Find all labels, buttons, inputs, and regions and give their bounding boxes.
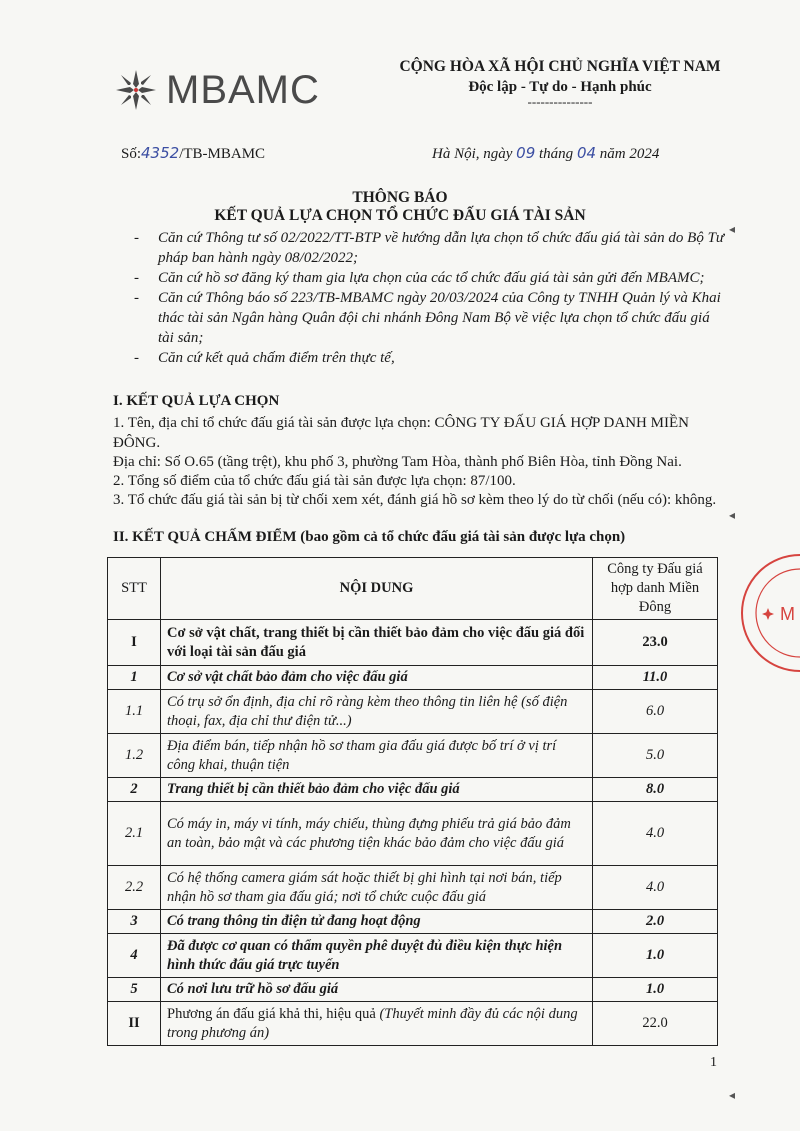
table-row [108,734,718,778]
section-1-p2: Địa chỉ: Số O.65 (tầng trệt), khu phố 3, phường Tam Hòa, thành phố Biên Hòa, tỉnh Đồng Nai. [113,454,682,470]
table-row [108,690,718,734]
row-content: Địa điểm bán, tiếp nhận hồ sơ tham gia đấu giá được bố trí ở vị trí công khai, thuận tiện [161,734,593,778]
doc-subtitle: KẾT QUẢ LỰA CHỌN TỔ CHỨC ĐẤU GIÁ TÀI SẢN [214,207,586,224]
table-header-row [108,558,718,620]
row-stt: 2.2 [108,866,161,910]
legal-basis-item: - Căn cứ hồ sơ đăng ký tham gia lựa chọn của các tổ chức đấu giá tài sản gửi đến MBAMC; [128,268,728,288]
table-row [108,666,718,690]
legal-bases-list [128,228,728,368]
row-stt: 2 [108,778,161,802]
row-stt: 5 [108,978,161,1002]
logo-text: MBAMC [166,67,320,112]
row-content: Trang thiết bị cần thiết bảo đảm cho việc đấu giá [161,778,593,802]
col-score: Công ty Đấu giá hợp danh Miền Đông [593,558,718,620]
nation-title: CỘNG HÒA XÃ HỘI CHỦ NGHĨA VIỆT NAM [399,58,721,75]
stamp-letter: M [780,604,795,624]
row-stt: 2.1 [108,802,161,866]
row-content: Cơ sở vật chất, trang thiết bị cần thiết bảo đảm cho việc đấu giá đối với loại tài sản đấu giá [161,620,593,666]
company-logo [112,66,320,114]
table-row [108,910,718,934]
row-score: 2.0 [593,910,718,934]
docno-handwritten: 4352 [141,144,180,162]
date-day: 09 [516,144,536,162]
section-1-p3: 2. Tổng số điểm của tổ chức đấu giá tài sản được lựa chọn: 87/100. [113,473,516,489]
section-2-note: (bao gồm cả tổ chức đấu giá tài sản được lựa chọn) [296,529,626,545]
section-1-p1: 1. Tên, địa chỉ tổ chức đấu giá tài sản được lựa chọn: CÔNG TY ĐẤU GIÁ HỢP DANH MIỀN ĐÔNG. [113,415,689,451]
section-2-heading [113,529,625,546]
scan-mark: ◂ [729,222,736,236]
section-2-title: II. KẾT QUẢ CHẤM ĐIỂM [113,529,297,545]
row-stt: II [108,1002,161,1046]
nation-motto: Độc lập - Tự do - Hạnh phúc [468,79,652,95]
row-score: 5.0 [593,734,718,778]
row-score: 1.0 [593,934,718,978]
document-number [121,144,265,163]
row-content: Có hệ thống camera giám sát hoặc thiết bị ghi hình tại nơi bán, tiếp nhận hồ sơ tham gia đấu giá; nơi tổ chức cuộc đấu giá [161,866,593,910]
docno-suffix: /TB-MBAMC [179,146,266,162]
row-stt: 1.2 [108,734,161,778]
table-row [108,778,718,802]
table-row [108,978,718,1002]
row-content-main: Phương án đấu giá khả thi, hiệu quả [167,1005,376,1022]
row-stt: 1 [108,666,161,690]
nation-divider: --------------- [527,94,593,109]
legal-basis-item: - Căn cứ Thông tư số 02/2022/TT-BTP về hướng dẫn lựa chọn tổ chức đấu giá tài sản do Bộ Tư pháp ban hành ngày 08/02/2022; [128,228,728,268]
table-row [108,934,718,978]
row-content: Cơ sở vật chất bảo đảm cho việc đấu giá [161,666,593,690]
doc-title: THÔNG BÁO [352,189,448,206]
scan-mark: ◂ [729,1088,736,1102]
col-stt: STT [108,558,161,620]
section-1-p4: 3. Tổ chức đấu giá tài sản bị từ chối xem xét, đánh giá hồ sơ kèm theo lý do từ chối (nếu có): không. [113,492,717,508]
mbamc-star-icon [112,66,160,114]
col-content: NỘI DUNG [161,558,593,620]
page-number: 1 [710,1055,717,1070]
row-score: 23.0 [593,620,718,666]
row-content [161,1002,593,1046]
row-content: Có nơi lưu trữ hồ sơ đấu giá [161,978,593,1002]
table-row [108,866,718,910]
row-content: Đã được cơ quan có thẩm quyền phê duyệt đủ điều kiện thực hiện hình thức đấu giá trực tuyến [161,934,593,978]
row-stt: 4 [108,934,161,978]
legal-basis-item: - Căn cứ kết quả chấm điểm trên thực tế, [128,348,728,368]
row-score: 4.0 [593,866,718,910]
red-seal-stamp-icon [738,548,800,678]
date-month-label: tháng [539,146,574,162]
row-score: 11.0 [593,666,718,690]
row-stt: I [108,620,161,666]
row-score: 22.0 [593,1002,718,1046]
row-score: 4.0 [593,802,718,866]
row-stt: 1.1 [108,690,161,734]
row-content: Có máy in, máy vi tính, máy chiếu, thùng đựng phiếu trả giá bảo đảm an toàn, bảo mật và các phương tiện khác bảo đảm cho việc đấu giá [161,802,593,866]
row-content: Có trụ sở ổn định, địa chỉ rõ ràng kèm theo thông tin liên hệ (số điện thoại, fax, địa chỉ thư điện tử...) [161,690,593,734]
document-date [432,144,659,163]
table-row [108,802,718,866]
row-content: Có trang thông tin điện tử đang hoạt động [161,910,593,934]
scan-mark: ◂ [729,508,736,522]
date-month: 04 [576,144,597,162]
national-motto [360,58,760,108]
row-score: 8.0 [593,778,718,802]
row-score: 1.0 [593,978,718,1002]
docno-prefix: Số: [121,146,142,162]
row-score: 6.0 [593,690,718,734]
score-table [107,557,718,1046]
date-year: năm 2024 [599,146,660,162]
table-row [108,620,718,666]
row-stt: 3 [108,910,161,934]
row-content-note: (Thuyết minh đầy đủ các nội dung trong phương án) [167,1005,578,1041]
table-row [108,1002,718,1046]
legal-basis-item: - Căn cứ Thông báo số 223/TB-MBAMC ngày 20/03/2024 của Công ty TNHH Quản lý và Khai thác tài sản Ngân hàng Quân đội chi nhánh Đông Nam Bộ về việc lựa chọn tổ chức đấu giá tài sản; [128,288,728,348]
date-prefix: Hà Nội, ngày [432,146,513,162]
section-1-heading: I. KẾT QUẢ LỰA CHỌN [113,393,280,409]
